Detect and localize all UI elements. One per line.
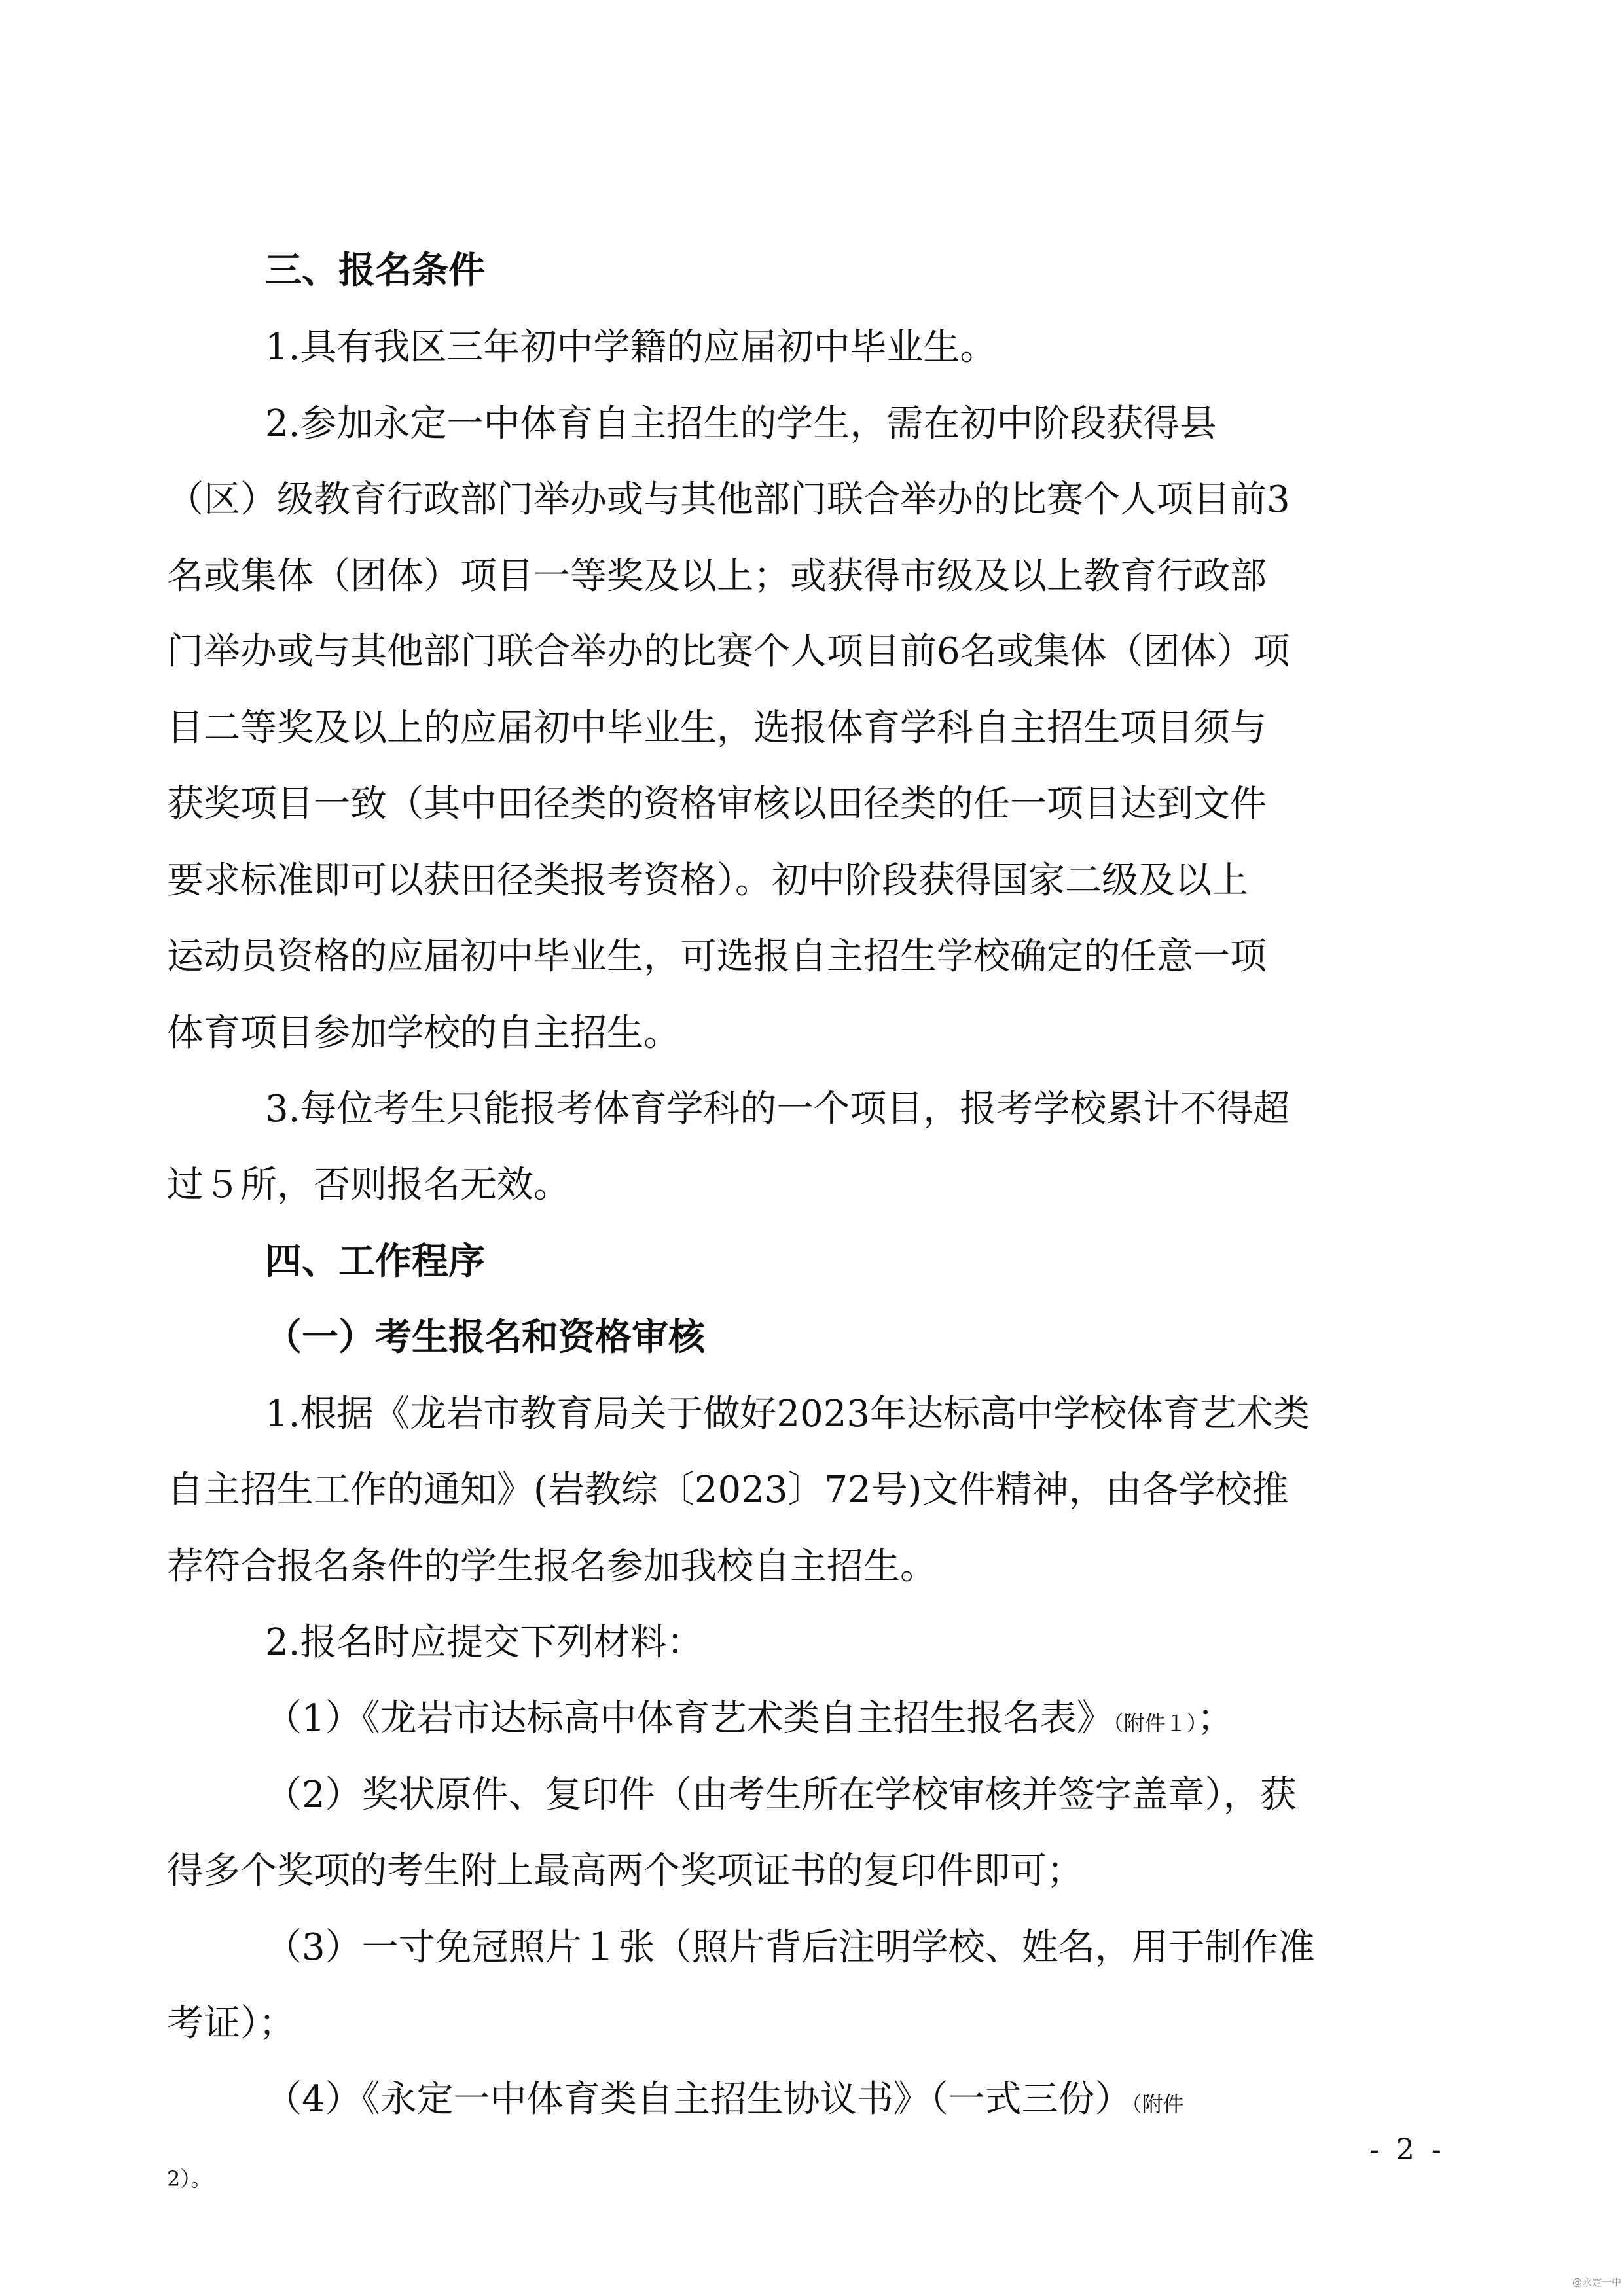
paragraph-line: 自主招生工作的通知》(岩教综〔2023〕72号)文件精神，由各学校推 [167,1469,1289,1511]
material-item-4-text: （4）《永定一中体育类自主招生协议书》（一式三份） [265,2078,1132,2121]
material-item-1-end: ； [1197,1697,1234,1740]
subsection-heading: （一）考生报名和资格审核 [265,1316,705,1359]
paragraph-line: （区）级教育行政部门举办或与其他部门联合举办的比赛个人项目前3 [167,478,1290,521]
section-heading-3: 三、报名条件 [265,249,485,292]
material-item-4 [265,2076,1184,2123]
paragraph-line: 2.报名时应提交下列材料： [265,1621,704,1664]
paragraph-line: 门举办或与其他部门联合举办的比赛个人项目前6名或集体（团体）项 [167,630,1290,673]
paragraph-line: 1.根据《龙岩市教育局关于做好2023年达标高中学校体育艺术类 [265,1393,1310,1435]
paragraph-line: 体育项目参加学校的自主招生。 [167,1012,680,1054]
material-item-1-text: （1）《龙岩市达标高中体育艺术类自主招生报名表》 [265,1697,1113,1740]
paragraph-line: 过５所，否则报名无效。 [167,1164,570,1206]
paragraph-line: 3.每位考生只能报考体育学科的一个项目，报考学校累计不得超 [265,1088,1290,1130]
watermark: @永定一中 [1572,2276,1622,2288]
paragraph-line: 名或集体（团体）项目一等奖及以上；或获得市级及以上教育行政部 [167,555,1267,598]
page-number: - 2 - [1369,2133,1445,2166]
paragraph-line: 要求标准即可以获田径类报考资格）。初中阶段获得国家二级及以上 [167,859,1248,902]
paragraph-line: 1.具有我区三年初中学籍的应届初中毕业生。 [265,326,997,368]
paragraph-line: 目二等奖及以上的应届初中毕业生，选报体育学科自主招生项目须与 [167,707,1267,749]
attachment-note-continued: 2）。 [167,2166,212,2191]
paragraph-line: （2）奖状原件、复印件（由考生所在学校审核并签字盖章），获 [265,1774,1297,1816]
paragraph-line: 得多个奖项的考生附上最高两个奖项证书的复印件即可； [167,1850,1083,1892]
paragraph-line: 考证）； [167,2002,295,2045]
attachment-note: （附件１） [1113,1711,1197,1736]
section-heading-4: 四、工作程序 [265,1240,485,1283]
paragraph-line: 2.参加永定一中体育自主招生的学生，需在初中阶段获得县 [265,403,1217,445]
paragraph-line: （3）一寸免冠照片１张（照片背后注明学校、姓名，用于制作准 [265,1926,1315,1969]
paragraph-line: 获奖项目一致（其中田径类的资格审核以田径类的任一项目达到文件 [167,783,1267,825]
material-item-1 [265,1695,1234,1742]
paragraph-line: 荐符合报名条件的学生报名参加我校自主招生。 [167,1545,937,1588]
paragraph-line: 运动员资格的应届初中毕业生，可选报自主招生学校确定的任意一项 [167,935,1267,978]
attachment-note: （附件 [1131,2092,1184,2117]
